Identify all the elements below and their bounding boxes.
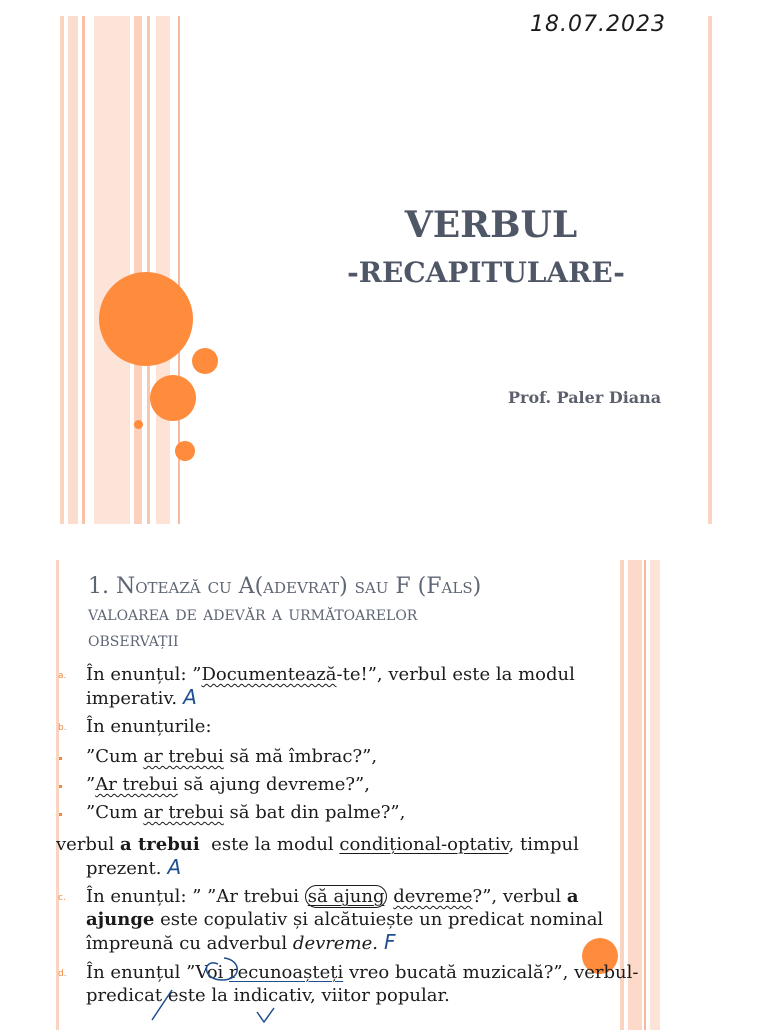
- decor-circle-large: [99, 272, 193, 366]
- item-line: predicat este la indicativ, viitor popular.: [86, 985, 450, 1006]
- decor-stripe: [644, 560, 646, 1030]
- item-marker: b.: [58, 723, 67, 733]
- decor-stripe: [147, 16, 150, 524]
- slide-title: VERBUL: [404, 204, 578, 246]
- decor-circle-medium: [150, 375, 196, 421]
- decor-stripe: [134, 16, 142, 524]
- exercise-item-d: [86, 961, 666, 1007]
- item-line: În enunțurile:: [86, 716, 212, 737]
- item-marker: a.: [58, 671, 67, 681]
- heading-line: observații: [88, 627, 179, 651]
- decor-stripe: [708, 16, 712, 524]
- exercise-slide: [52, 560, 720, 1030]
- item-line: imperativ. A: [86, 685, 197, 709]
- item-line: prezent. A: [86, 855, 182, 879]
- slide-subtitle: -RECAPITULARE-: [347, 256, 625, 289]
- bullet-item: ”Cum ar trebui să bat din palme?”,: [86, 802, 406, 823]
- bullet-dot: [59, 757, 62, 760]
- bullet-dot: [59, 813, 62, 816]
- author-name: Prof. Paler Diana: [508, 388, 662, 407]
- decor-circle-small: [175, 441, 195, 461]
- exercise-heading: [88, 574, 608, 652]
- bullet-dot: [59, 785, 62, 788]
- handwritten-answer: A: [167, 855, 182, 879]
- decor-circle-small: [192, 348, 218, 374]
- item-line: În enunțul: ” ”Ar trebui să ajung devreme?”, verbul a: [86, 886, 579, 907]
- exercise-item-b: [86, 715, 626, 738]
- title-slide: [52, 16, 720, 524]
- heading-line: valoarea de adevăr a următoarelor: [88, 601, 418, 625]
- item-line: În enunțul: ”Documentează-te!”, verbul este la modul: [86, 664, 575, 685]
- handwritten-date: 18.07.2023: [530, 12, 666, 37]
- item-marker: c.: [58, 893, 66, 903]
- decor-stripe: [620, 560, 624, 1030]
- exercise-item-a: [86, 663, 626, 710]
- item-marker: d.: [58, 969, 67, 979]
- pen-check-stroke: [257, 1008, 274, 1022]
- exercise-item-c: [86, 885, 646, 955]
- bullet-item: ”Cum ar trebui să mă îmbrac?”,: [86, 746, 378, 767]
- exercise-item-b-summary: [56, 833, 626, 880]
- decor-stripe: [628, 560, 642, 1030]
- decor-stripe: [68, 16, 78, 524]
- handwritten-answer: F: [383, 930, 396, 954]
- handwritten-answer: A: [183, 685, 197, 709]
- decor-stripe: [56, 560, 59, 1030]
- item-line: ajunge este copulativ și alcătuiește un predicat nominal: [86, 909, 604, 930]
- decor-stripe: [82, 16, 85, 524]
- decor-stripe: [156, 16, 170, 524]
- item-line: împreună cu adverbul devreme. F: [86, 930, 396, 954]
- decor-circle-tiny: [134, 420, 143, 429]
- decor-stripe: [94, 16, 130, 524]
- item-line: În enunțul ”Voi recunoașteți vreo bucată muzicală?”, verbul-: [86, 962, 639, 983]
- decor-stripe: [650, 560, 660, 1030]
- heading-line: 1. Notează cu A(adevrat) sau F (Fals): [88, 574, 482, 599]
- item-line: verbul a trebui este la modul condițional-optativ, timpul: [56, 834, 579, 855]
- decor-stripe: [60, 16, 64, 524]
- bullet-item: ”Ar trebui să ajung devreme?”,: [86, 774, 370, 795]
